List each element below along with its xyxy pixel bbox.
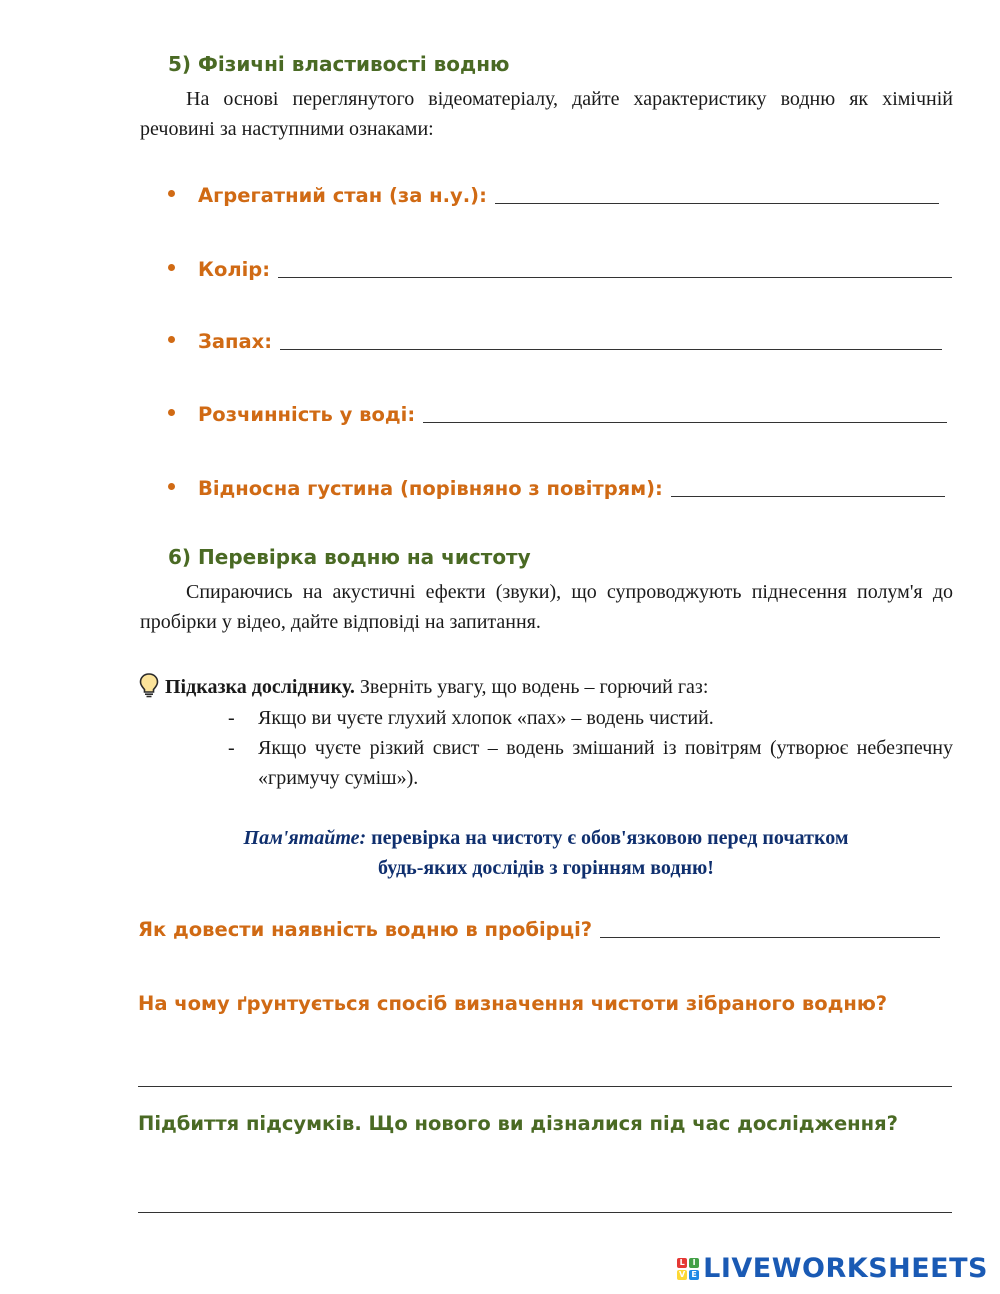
answer-line-q2[interactable] bbox=[138, 1086, 952, 1087]
section-5-number: 5) bbox=[168, 52, 192, 76]
remember-note bbox=[140, 823, 952, 883]
section-5-intro bbox=[140, 84, 953, 144]
bullet-icon bbox=[168, 190, 175, 197]
field-color bbox=[168, 251, 952, 281]
field-solubility bbox=[168, 396, 947, 426]
hint-item-text: Якщо ви чуєте глухий хлопок «пах» – водень чистий. bbox=[258, 707, 714, 729]
summary-question: Підбиття підсумків. Що нового ви дізналися під час дослідження? bbox=[138, 1112, 898, 1135]
hint-item-text: Якщо чуєте різкий свист – водень змішаний із повітрям (утворює небезпечну «гримучу суміш»). bbox=[258, 737, 953, 789]
section-6-number: 6) bbox=[168, 545, 192, 569]
section-6-intro-text: Спираючись на акустичні ефекти (звуки), що супроводжують піднесення полум'я до пробірки у відео, дайте відповіді на запитання. bbox=[140, 581, 953, 633]
field-smell bbox=[168, 323, 942, 353]
logo-icon: L I V E bbox=[677, 1258, 699, 1280]
section-5-intro-first: На bbox=[186, 88, 210, 110]
field-label: Колір: bbox=[198, 258, 271, 281]
hint-item bbox=[228, 733, 953, 793]
section-5-intro-text: основі переглянутого відеоматеріалу, дайте характеристику водню як хімічній речовині за наступними ознаками: bbox=[140, 88, 953, 140]
bullet-icon bbox=[168, 483, 175, 490]
dash-marker: - bbox=[228, 707, 235, 729]
field-label: Розчинність у воді: bbox=[198, 403, 416, 426]
dash-marker: - bbox=[228, 737, 235, 759]
logo-text: LIVEWORKSHEETS bbox=[703, 1253, 988, 1284]
answer-line-state[interactable] bbox=[495, 202, 939, 204]
lightbulb-icon bbox=[138, 672, 160, 698]
question-1-row bbox=[138, 918, 940, 941]
remember-lead: Пам'ятайте: bbox=[243, 827, 367, 849]
hint bbox=[138, 672, 708, 702]
remember-line-1: перевірка на чистоту є обов'язковою перед початком bbox=[371, 827, 849, 849]
field-label: Відносна густина (порівняно з повітрям): bbox=[198, 477, 663, 500]
bullet-icon bbox=[168, 336, 175, 343]
liveworksheets-logo bbox=[677, 1253, 988, 1284]
answer-line-q1[interactable] bbox=[600, 936, 940, 938]
bullet-icon bbox=[168, 264, 175, 271]
bullet-icon bbox=[168, 409, 175, 416]
field-label: Запах: bbox=[198, 330, 273, 353]
section-6-intro bbox=[140, 577, 953, 637]
answer-line-density[interactable] bbox=[671, 495, 945, 497]
field-state bbox=[168, 177, 939, 207]
question-1: Як довести наявність водню в пробірці? bbox=[138, 918, 593, 941]
answer-line-color[interactable] bbox=[278, 276, 952, 278]
section-6-title: Перевірка водню на чистоту bbox=[198, 545, 531, 569]
section-5-title: Фізичні властивості водню bbox=[198, 52, 510, 76]
question-2: На чому ґрунтується спосіб визначення чистоти зібраного водню? bbox=[138, 992, 888, 1015]
section-6-heading bbox=[168, 545, 531, 569]
answer-line-solubility[interactable] bbox=[423, 421, 947, 423]
hint-title: Підказка досліднику. bbox=[165, 676, 355, 698]
field-label: Агрегатний стан (за н.у.): bbox=[198, 184, 487, 207]
hint-item bbox=[228, 703, 953, 733]
remember-line-2: будь-яких дослідів з горінням водню! bbox=[378, 857, 714, 879]
answer-line-smell[interactable] bbox=[280, 348, 942, 350]
field-density bbox=[168, 470, 945, 500]
section-5-heading bbox=[168, 52, 509, 76]
answer-line-summary[interactable] bbox=[138, 1212, 952, 1213]
hint-text: Зверніть увагу, що водень – горючий газ: bbox=[359, 676, 709, 698]
